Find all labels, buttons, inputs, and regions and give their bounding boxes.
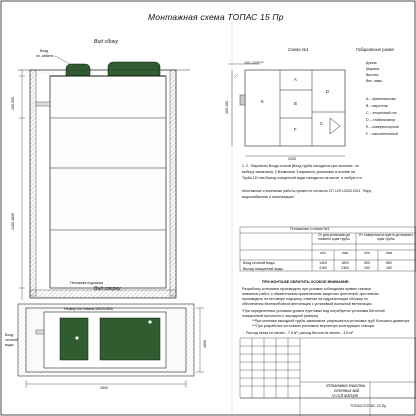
- stamp-title-2: сточных вод: [334, 388, 360, 393]
- legend-c: C – вторичный отс: [366, 111, 397, 115]
- pipe-row-2-v1: 2150: [319, 266, 327, 270]
- legend-d: D – стабилизатор: [366, 118, 396, 122]
- pipe-table-caption: Положение к схеме №1: [290, 227, 330, 231]
- pipe-row-1-v4: 850: [386, 261, 392, 265]
- sand-label: Песчаная подсыпка: [70, 281, 104, 285]
- pipe-row-2-label: Выход очищенной воды: [243, 267, 283, 271]
- scheme-dim-left: 100-400: [225, 100, 229, 114]
- note-top-1: 1, 2 - Варианты Входа стоков (Вход трубы находится при монтаже, по: [242, 164, 359, 168]
- pipe-row-1-v2: 1800: [341, 261, 349, 265]
- side-view-heading: Вид сбоку: [94, 39, 119, 45]
- lid-right: [108, 62, 160, 76]
- legend-e: E – компрессорный: [366, 125, 399, 129]
- pipe-col-header-1: От дна установки до нижнего края трубы: [317, 233, 351, 241]
- top-lid-right: [100, 318, 160, 360]
- pit-size-label: Размер котлована 2800х1800: [64, 307, 114, 311]
- overall-height: Высота: [366, 73, 379, 77]
- attention-line-4: обеспечения бесперебойной вентиляции с установкой вытяжной вентиляции.: [242, 302, 373, 306]
- scheme-heading: Схема №1: [288, 47, 309, 52]
- overall-heading: Габаритные разме: [356, 47, 394, 52]
- pipe-row-2-v2: 2360: [341, 266, 349, 270]
- legend-b: B – аэротенк;: [366, 104, 389, 108]
- top-inlet-label-2: сточной: [5, 338, 19, 342]
- top-view-heading: Вид сверху: [94, 286, 121, 292]
- zone-c: C: [320, 121, 324, 126]
- pipe-sub-4: max: [385, 251, 393, 255]
- stamp-company: ТОПАС/ТОПАС 15 Пр: [350, 404, 387, 408]
- inlet-pipe: [36, 102, 50, 106]
- stamp-title-3: V=3,0 м3/сут: [332, 393, 359, 398]
- scheme-dim-bottom: 2030: [288, 157, 296, 161]
- top-view: [18, 304, 204, 388]
- legend-f: F – накопительный: [366, 132, 398, 136]
- pipe-sub-2: max: [341, 251, 349, 255]
- consumption-note: Расход песка не менее - 7,5 м³, расход бетона не менее - 3,6 м³.: [246, 331, 354, 335]
- pipe-row-1-label: Вход сточной воды: [243, 261, 275, 265]
- vent-label: Вход: [40, 49, 49, 53]
- zone-f: F: [294, 127, 297, 132]
- dim-left-top: 100-550: [11, 96, 15, 110]
- pipe-row-2-v4: 360: [386, 266, 392, 270]
- pipe-row-1-v3: 550: [364, 261, 370, 265]
- stamp-title-1: Установка очистки: [326, 383, 366, 388]
- footnote-4: ***При разработке котлована учитывать вероятную конструкцию станции: [252, 324, 375, 328]
- top-inlet-label-1: Вход: [5, 333, 14, 337]
- footnote-3: **При монтаже выходной трубы заказчиком, разрешается установка труб большего диаметра.: [252, 319, 410, 323]
- pipe-col-header-2: От поверхности грунта до нижнего края трубы: [358, 233, 414, 241]
- zone-a: A: [294, 77, 297, 82]
- footnote-2: повышенной прочности с закладной (анкеры).: [242, 314, 320, 318]
- pipe-sub-1: min: [320, 251, 326, 255]
- top-inlet-label-3: воды: [5, 343, 14, 347]
- overall-weight: Вес, макс.: [366, 79, 384, 83]
- note-top-2: выбору заказчика); 3 Возможны 3 варианта, указанные в основе на: [242, 170, 355, 174]
- overall-length: Длина: [366, 61, 377, 65]
- pipe-row-2-v3: 250: [364, 266, 370, 270]
- note-mid-1: Монтажные и земляные работы провести согласно СП 129.13330.2011 "Нару: [242, 189, 372, 193]
- note-top-3: Труба 110 мм Выход очищенной воды находится на месте, в любую сто: [242, 176, 362, 180]
- zone-e: E: [261, 99, 264, 104]
- top-lid-left: [60, 318, 88, 360]
- top-dim-bottom: 2800: [100, 386, 108, 390]
- pipe-row-1-v1: 1400: [319, 261, 327, 265]
- zone-d: D: [326, 89, 330, 94]
- zone-b: B: [294, 101, 297, 106]
- attention-line-1: Разработку котлована производить при условии соблюдения правил техники: [242, 287, 371, 291]
- attention-line-3: производить на песчаную подсыпку, отмечая на гидроизоляции обсыпку по: [242, 297, 368, 301]
- attention-line-2: земляных работ, с обязательным применением защитных креплений, при невозм: [242, 292, 379, 296]
- footnote-1: *При определенных условиях уровня грунтовых вод потребуется установка бетонной: [242, 309, 385, 313]
- overall-width: Ширина: [366, 67, 380, 71]
- note-mid-2: водоснабжения и канализации".: [242, 195, 296, 199]
- scheme-dim-top: 100-1200***: [244, 61, 264, 65]
- side-view: [18, 56, 190, 318]
- legend-a: A – приемная кам: [366, 97, 396, 101]
- dim-left-mid: 1400-1800: [11, 212, 15, 230]
- station-body: [50, 76, 166, 288]
- cable-label: эл. кабеля: [36, 54, 54, 58]
- top-dim-right: 1800: [203, 340, 207, 348]
- stamp-grid: [240, 338, 416, 416]
- page-title: Монтажная схема ТОПАС 15 Пр: [148, 12, 284, 22]
- pipe-sub-3: min: [364, 251, 370, 255]
- attention-heading: ПРИ МОНТАЖЕ ОБРАТИТЬ ОСОБОЕ ВНИМАНИЕ:: [262, 280, 350, 284]
